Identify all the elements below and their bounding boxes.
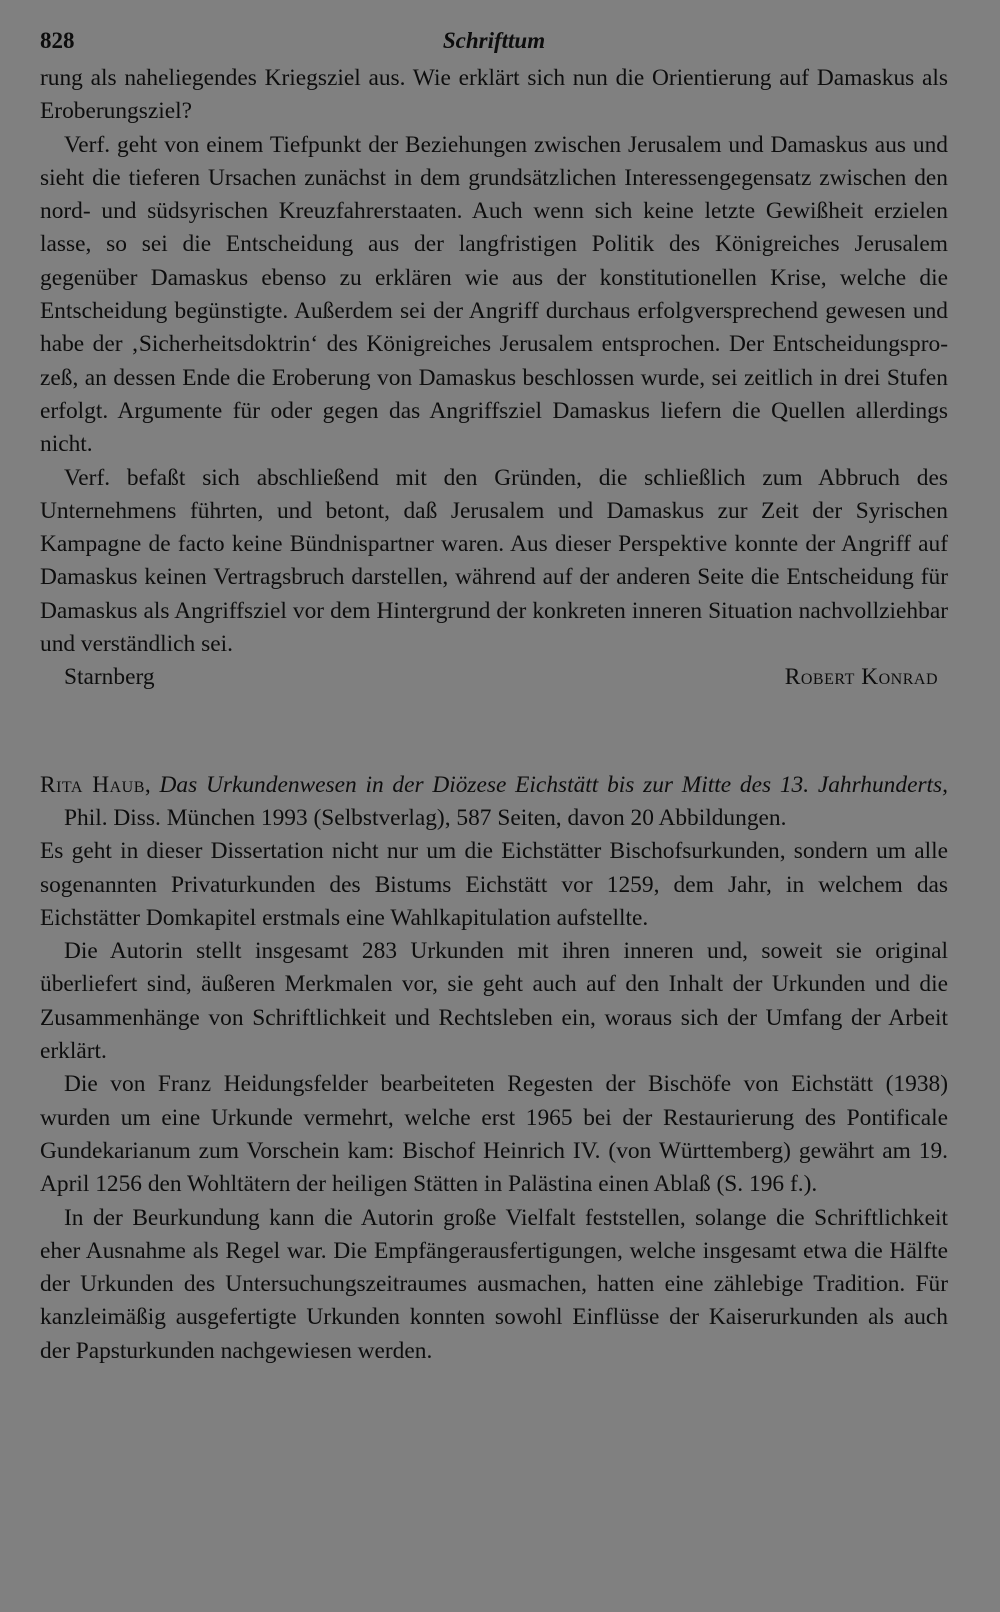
book-author: Rita Haub <box>40 771 145 798</box>
bibliographic-entry: Rita Haub, Das Urkundenwesen in der Diözese Eichstätt bis zur Mitte des 13. Jahrhunderts, Phil. Diss. München 1993 (Selbstverlag), 587 Seiten, davon 20 Abbildungen. <box>40 771 949 831</box>
reviewer-place: Starnberg <box>64 664 155 691</box>
paragraph: Die Autorin stellt insgesamt 283 Urkunden mit ihren inneren und, soweit sie original überliefert sind, äußeren Merkmalen vor, sie geht auch auf den Inhalt der Urkunden und die Zusammenhänge von Schriftlichkeit und Rechtsleben ein, woraus sich der Umfang der Arbeit erklärt. <box>40 938 948 1065</box>
book-title: Das Urkundenwesen in der Diözese Eichstätt bis zur Mitte des 13. Jahrhunderts, <box>159 771 949 798</box>
book-details: Phil. Diss. München 1993 (Selbstverlag), 587 Seiten, davon 20 Abbildungen. <box>64 804 787 831</box>
page-number: 828 <box>40 28 75 53</box>
running-title: Schrifttum <box>442 28 546 53</box>
document-page <box>40 22 948 1368</box>
running-head <box>40 22 948 62</box>
paragraph: In der Beurkundung kann die Autorin große Vielfalt feststellen, solange die Schriftlichkeit eher Ausnahme als Regel war. Die Empfängerausfertigungen, welche insgesamt etwa die Hälfte der Urkunden des Untersuchungszeitraumes ausmachen, hatten eine zählebige Tradition. Für kanzleimäßig ausgefertigte Urkunden konnten sowohl Einflüsse der Kaiserurkunden als auch der Papsturkunden nachgewiesen werden. <box>40 1204 948 1364</box>
review-haub <box>40 769 948 1368</box>
paragraph: rung als naheliegendes Kriegsziel aus. Wie erklärt sich nun die Orientierung auf Damaskus als Eroberungsziel? <box>40 65 948 125</box>
paragraph: Die von Franz Heidungsfelder bearbeiteten Regesten der Bischöfe von Eichstätt (1938) wurden um eine Urkunde vermehrt, welche erst 1965 bei der Restaurierung des Pontificale Gundekarianum zum Vorschein kam: Bischof Heinrich IV. (von Württemberg) gewährt am 19. April 1256 den Wohltätern der heiligen Stätten in Palästina einen Ablaß (S. 196 f.). <box>40 1071 948 1198</box>
section-gap <box>40 695 948 769</box>
paragraph: Es geht in dieser Dissertation nicht nur um die Eichstätter Bischofsurkunden, sondern um alle sogenannten Privaturkunden des Bistums Eichstätt vor 1259, dem Jahr, in welchem das Eichstätter Domkapitel erstmals eine Wahlkapitulation aufstellte. <box>40 838 948 931</box>
paragraph: Verf. geht von einem Tiefpunkt der Beziehungen zwischen Jerusalem und Damaskus aus und sieht die tieferen Ursachen zunächst in dem grundsätzlichen Interessengegensatz zwischen den nord- und südsyrischen Kreuzfahrerstaaten. Auch wenn sich keine letzte Gewißheit erzielen lasse, so sei die Entscheidung aus der langfristigen Politik des Königreiches Jerusalem gegenüber Damaskus ebenso zu erklären wie aus der konstitutionellen Krise, welche die Entscheidung begünstigte. Außerdem sei der Angriff durchaus erfolgversprechend gewesen und habe der ‚Sicherheitsdoktrin‘ des Königreiches Jerusalem entsprochen. Der Entscheidungsprozeß, an dessen Ende die Eroberung von Damaskus beschlossen wurde, sei zeitlich in drei Stufen erfolgt. Argumente für oder gegen das Angriffsziel Damaskus liefern die Quellen allerdings nicht. <box>40 131 948 458</box>
reviewer-name: Robert Konrad <box>784 664 938 691</box>
review-konrad <box>40 62 948 695</box>
review-signature <box>40 661 948 694</box>
paragraph: Verf. befaßt sich abschließend mit den Gründen, die schließlich zum Abbruch des Unternehmens führten, und betont, daß Jerusalem und Damaskus zur Zeit der Syrischen Kampagne de facto keine Bündnispartner waren. Aus dieser Perspektive konnte der Angriff auf Damaskus keinen Vertragsbruch darstellen, während auf der anderen Seite die Entscheidung für Damaskus als Angriffsziel vor dem Hintergrund der konkreten inneren Situation nachvollziehbar und verständlich sei. <box>40 464 948 658</box>
